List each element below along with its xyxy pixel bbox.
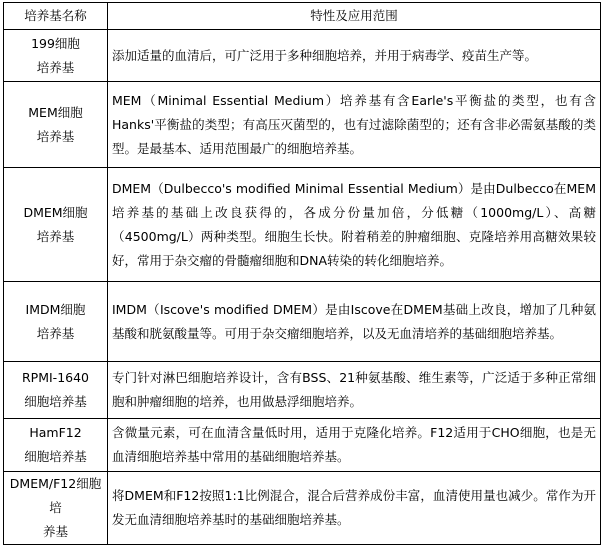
medium-name-cell xyxy=(4,282,108,362)
medium-description: 将DMEM和F12按照1:1比例混合，混合后营养成份丰富，血清使用量也减少。常作为开发无血清细胞培养基时的基础细胞培养基。 xyxy=(108,472,601,545)
medium-name-cell xyxy=(4,472,108,545)
medium-name-line: HamF12 xyxy=(29,425,82,440)
table-row xyxy=(4,282,601,362)
medium-name-line: 培养基 xyxy=(36,128,75,144)
medium-name-line: 199细胞 xyxy=(31,35,80,51)
culture-media-table xyxy=(3,2,601,545)
table-row xyxy=(4,419,601,472)
medium-description: 含微量元素，可在血清含量低时用，适用于克隆化培养。F12适用于CHO细胞，也是无血清细胞培养基中常用的基础细胞培养基。 xyxy=(108,419,601,472)
medium-description: IMDM（Iscove's modified DMEM）是由Iscove在DMEM基础上改良，增加了几种氨基酸和胱氨酸量等。可用于杂交瘤细胞培养，以及无血清培养的基础细胞培养基。 xyxy=(108,282,601,362)
medium-name-line: IMDM细胞 xyxy=(25,301,86,317)
medium-name-cell xyxy=(4,30,108,82)
medium-name-line: 培养基 xyxy=(36,228,75,244)
table-row xyxy=(4,362,601,419)
medium-name-line: 细胞培养基 xyxy=(24,394,87,409)
medium-name-cell xyxy=(4,82,108,168)
medium-name-cell xyxy=(4,168,108,282)
table-header-row xyxy=(4,3,601,30)
medium-name-line: MEM细胞 xyxy=(28,104,83,120)
medium-description: MEM（Minimal Essential Medium）培养基有含Earle's平衡盐的类型，也有含Hanks'平衡盐的类型；有高压灭菌型的，也有过滤除菌型的；还有含非必需氨基酸的类型。是最基本、适用范围最广的细胞培养基。 xyxy=(108,82,601,168)
medium-name-cell xyxy=(4,419,108,472)
medium-description: 专门针对淋巴细胞培养设计，含有BSS、21种氨基酸、维生素等，广泛适于多种正常细胞和肿瘤细胞的培养，也用做悬浮细胞培养。 xyxy=(108,362,601,419)
medium-name-cell xyxy=(4,362,108,419)
medium-name-line: 养基 xyxy=(42,524,68,539)
medium-name-line: 培养基 xyxy=(36,59,75,75)
medium-name-line: 细胞培养基 xyxy=(24,449,87,464)
header-medium-name: 培养基名称 xyxy=(4,3,108,30)
table-row xyxy=(4,30,601,82)
table-row xyxy=(4,82,601,168)
medium-name-line: 培养基 xyxy=(36,325,75,341)
table-row xyxy=(4,168,601,282)
medium-description: DMEM（Dulbecco's modified Minimal Essential Medium）是由Dulbecco在MEM培养基的基础上改良获得的，各成分份量加倍，分低糖（1000mg/L）、高糖（4500mg/L）两种类型。细胞生长快。附着稍差的肿瘤细胞、克隆培养用高糖效果较好，常用于杂交瘤的骨髓瘤细胞和DNA转染的转化细胞培养。 xyxy=(108,168,601,282)
medium-name-line: RPMI-1640 xyxy=(21,370,90,385)
header-properties: 特性及应用范围 xyxy=(108,3,601,30)
medium-description: 添加适量的血清后，可广泛用于多种细胞培养，并用于病毒学、疫苗生产等。 xyxy=(108,30,601,82)
medium-name-line: DMEM/F12细胞培 xyxy=(9,476,102,515)
table-row xyxy=(4,472,601,545)
medium-name-line: DMEM细胞 xyxy=(23,204,88,220)
